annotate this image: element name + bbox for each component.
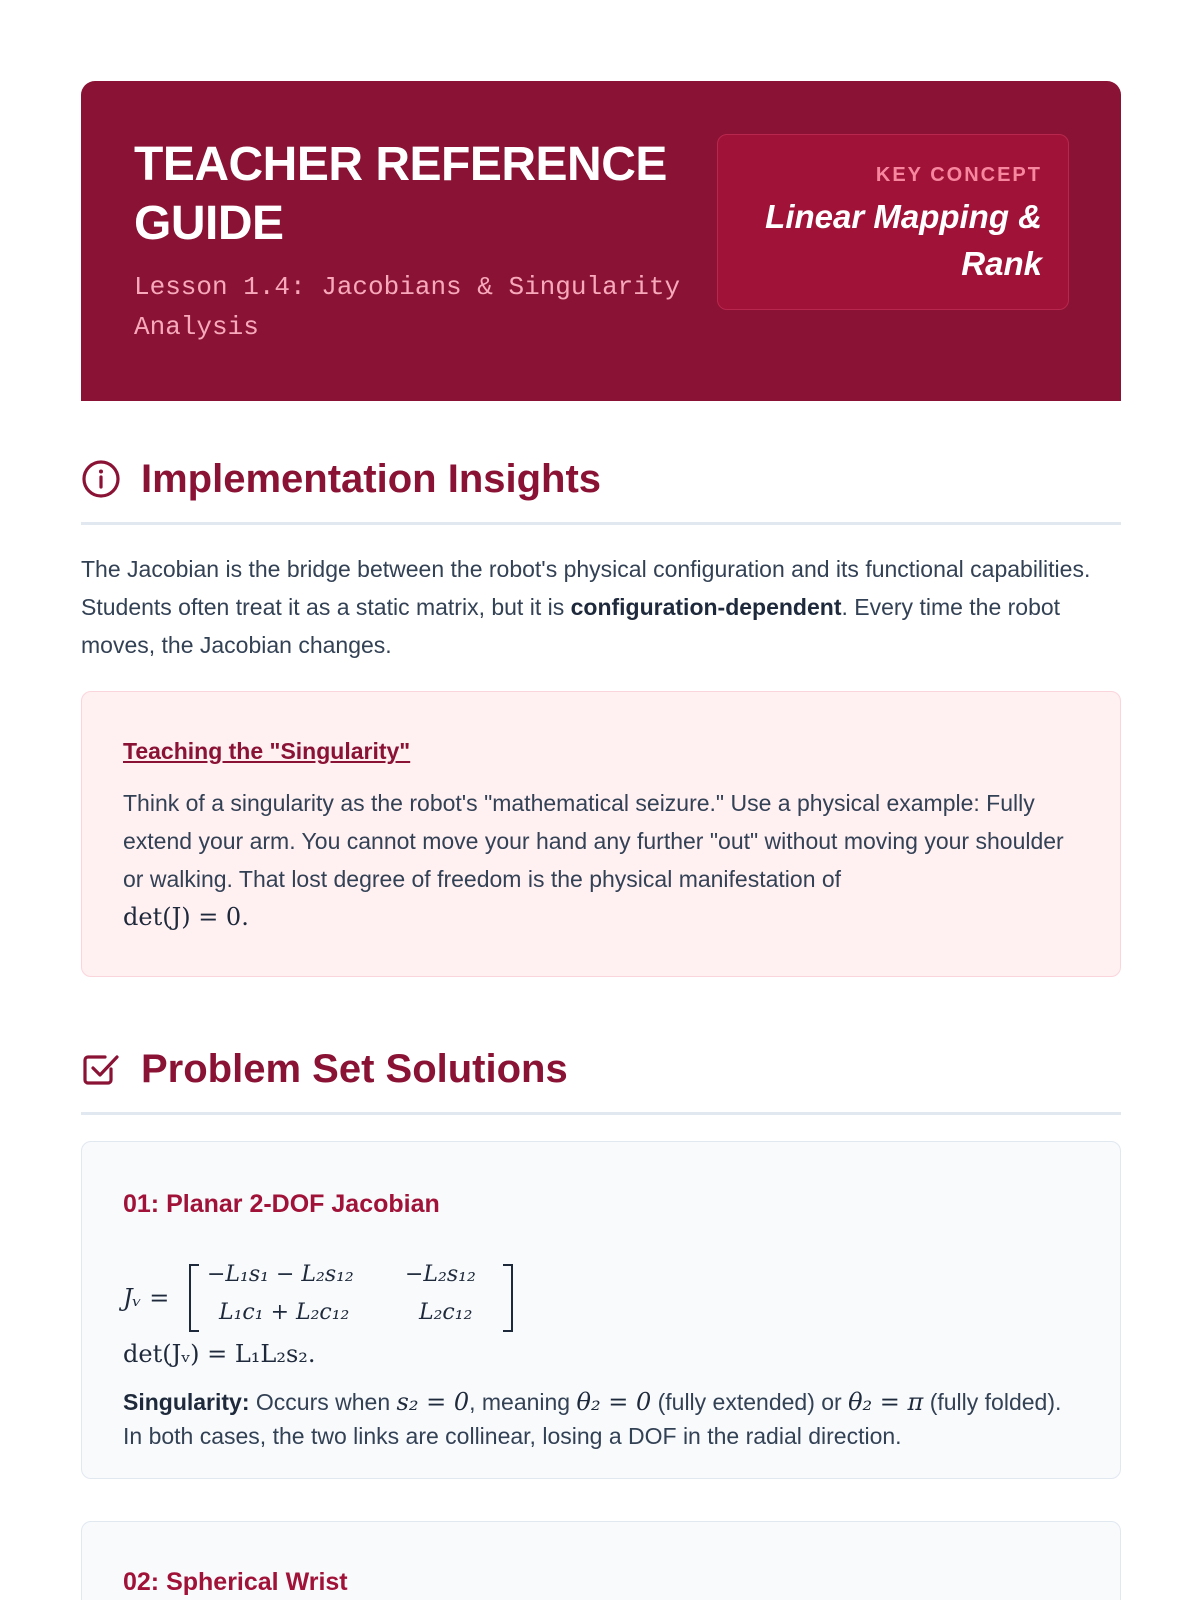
- lesson-subtitle: Lesson 1.4: Jacobians & Singularity Analysis: [134, 272, 681, 342]
- key-concept-value: Linear Mapping & Rank: [765, 198, 1042, 282]
- matrix-cell: −L₂s₁₂: [405, 1262, 476, 1287]
- singularity-text: , meaning: [469, 1389, 577, 1415]
- header-banner: [81, 81, 1121, 401]
- problem-title: 01: Planar 2-DOF Jacobian: [123, 1190, 440, 1218]
- callout-text: Think of a singularity as the robot's "mathematical seizure." Use a physical example: Fully extend your arm. You cannot move your hand any further "out" without moving your shoulder or walking. That lost degree of freedom is the physical manifestation of: [123, 790, 1064, 892]
- matrix-bracket-right: [503, 1264, 513, 1332]
- key-concept-label: KEY CONCEPT: [875, 164, 1042, 186]
- singularity-callout: [81, 691, 1121, 977]
- insights-paragraph: [81, 550, 1121, 664]
- matrix-cell: L₂c₁₂: [419, 1300, 473, 1325]
- matrix-bracket-left: [189, 1264, 199, 1332]
- singularity-text: (fully extended) or: [651, 1389, 849, 1415]
- determinant-formula: det(Jᵥ) = L₁L₂s₂.: [123, 1340, 316, 1368]
- singularity-explanation: [123, 1385, 1083, 1453]
- singularity-math: s₂ = 0: [396, 1388, 470, 1416]
- page-title: TEACHER REFERENCE GUIDE: [134, 138, 667, 250]
- matrix-label: Jᵥ =: [123, 1284, 170, 1312]
- callout-body: [123, 784, 1083, 936]
- insights-heading: Implementation Insights: [141, 457, 602, 501]
- solutions-section-heading: [81, 1045, 1121, 1115]
- singularity-math: θ₂ = π: [848, 1388, 924, 1416]
- insights-text-after: . Every time the robot moves, the Jacobian changes.: [81, 594, 1061, 658]
- insights-text-before: The Jacobian is the bridge between the robot's physical configuration and its functional capabilities. Students often treat it as a static matrix, but it is: [81, 556, 1091, 620]
- checkbox-icon: [81, 1049, 121, 1089]
- info-circle-icon: [81, 459, 121, 499]
- singularity-text: Occurs when: [249, 1389, 397, 1415]
- insights-section-heading: [81, 455, 1121, 525]
- singularity-text: (fully folded). In both cases, the two links are collinear, losing a DOF in the radial direction.: [123, 1389, 1062, 1449]
- jacobian-matrix: [123, 1262, 723, 1342]
- insights-bold-term: configuration-dependent: [570, 594, 842, 620]
- callout-title: Teaching the "Singularity": [123, 738, 411, 764]
- solutions-heading: Problem Set Solutions: [141, 1047, 568, 1091]
- singularity-math: θ₂ = 0: [576, 1388, 652, 1416]
- key-concept-box: [717, 134, 1069, 310]
- matrix-cell: L₁c₁ + L₂c₁₂: [219, 1300, 350, 1325]
- matrix-cell: −L₁s₁ − L₂s₁₂: [207, 1262, 354, 1287]
- callout-formula: det(J) = 0.: [123, 903, 249, 931]
- problem-title: 02: Spherical Wrist: [123, 1568, 348, 1596]
- singularity-label: Singularity:: [123, 1389, 250, 1415]
- problem-card: [81, 1141, 1121, 1479]
- problem-card: [81, 1521, 1121, 1600]
